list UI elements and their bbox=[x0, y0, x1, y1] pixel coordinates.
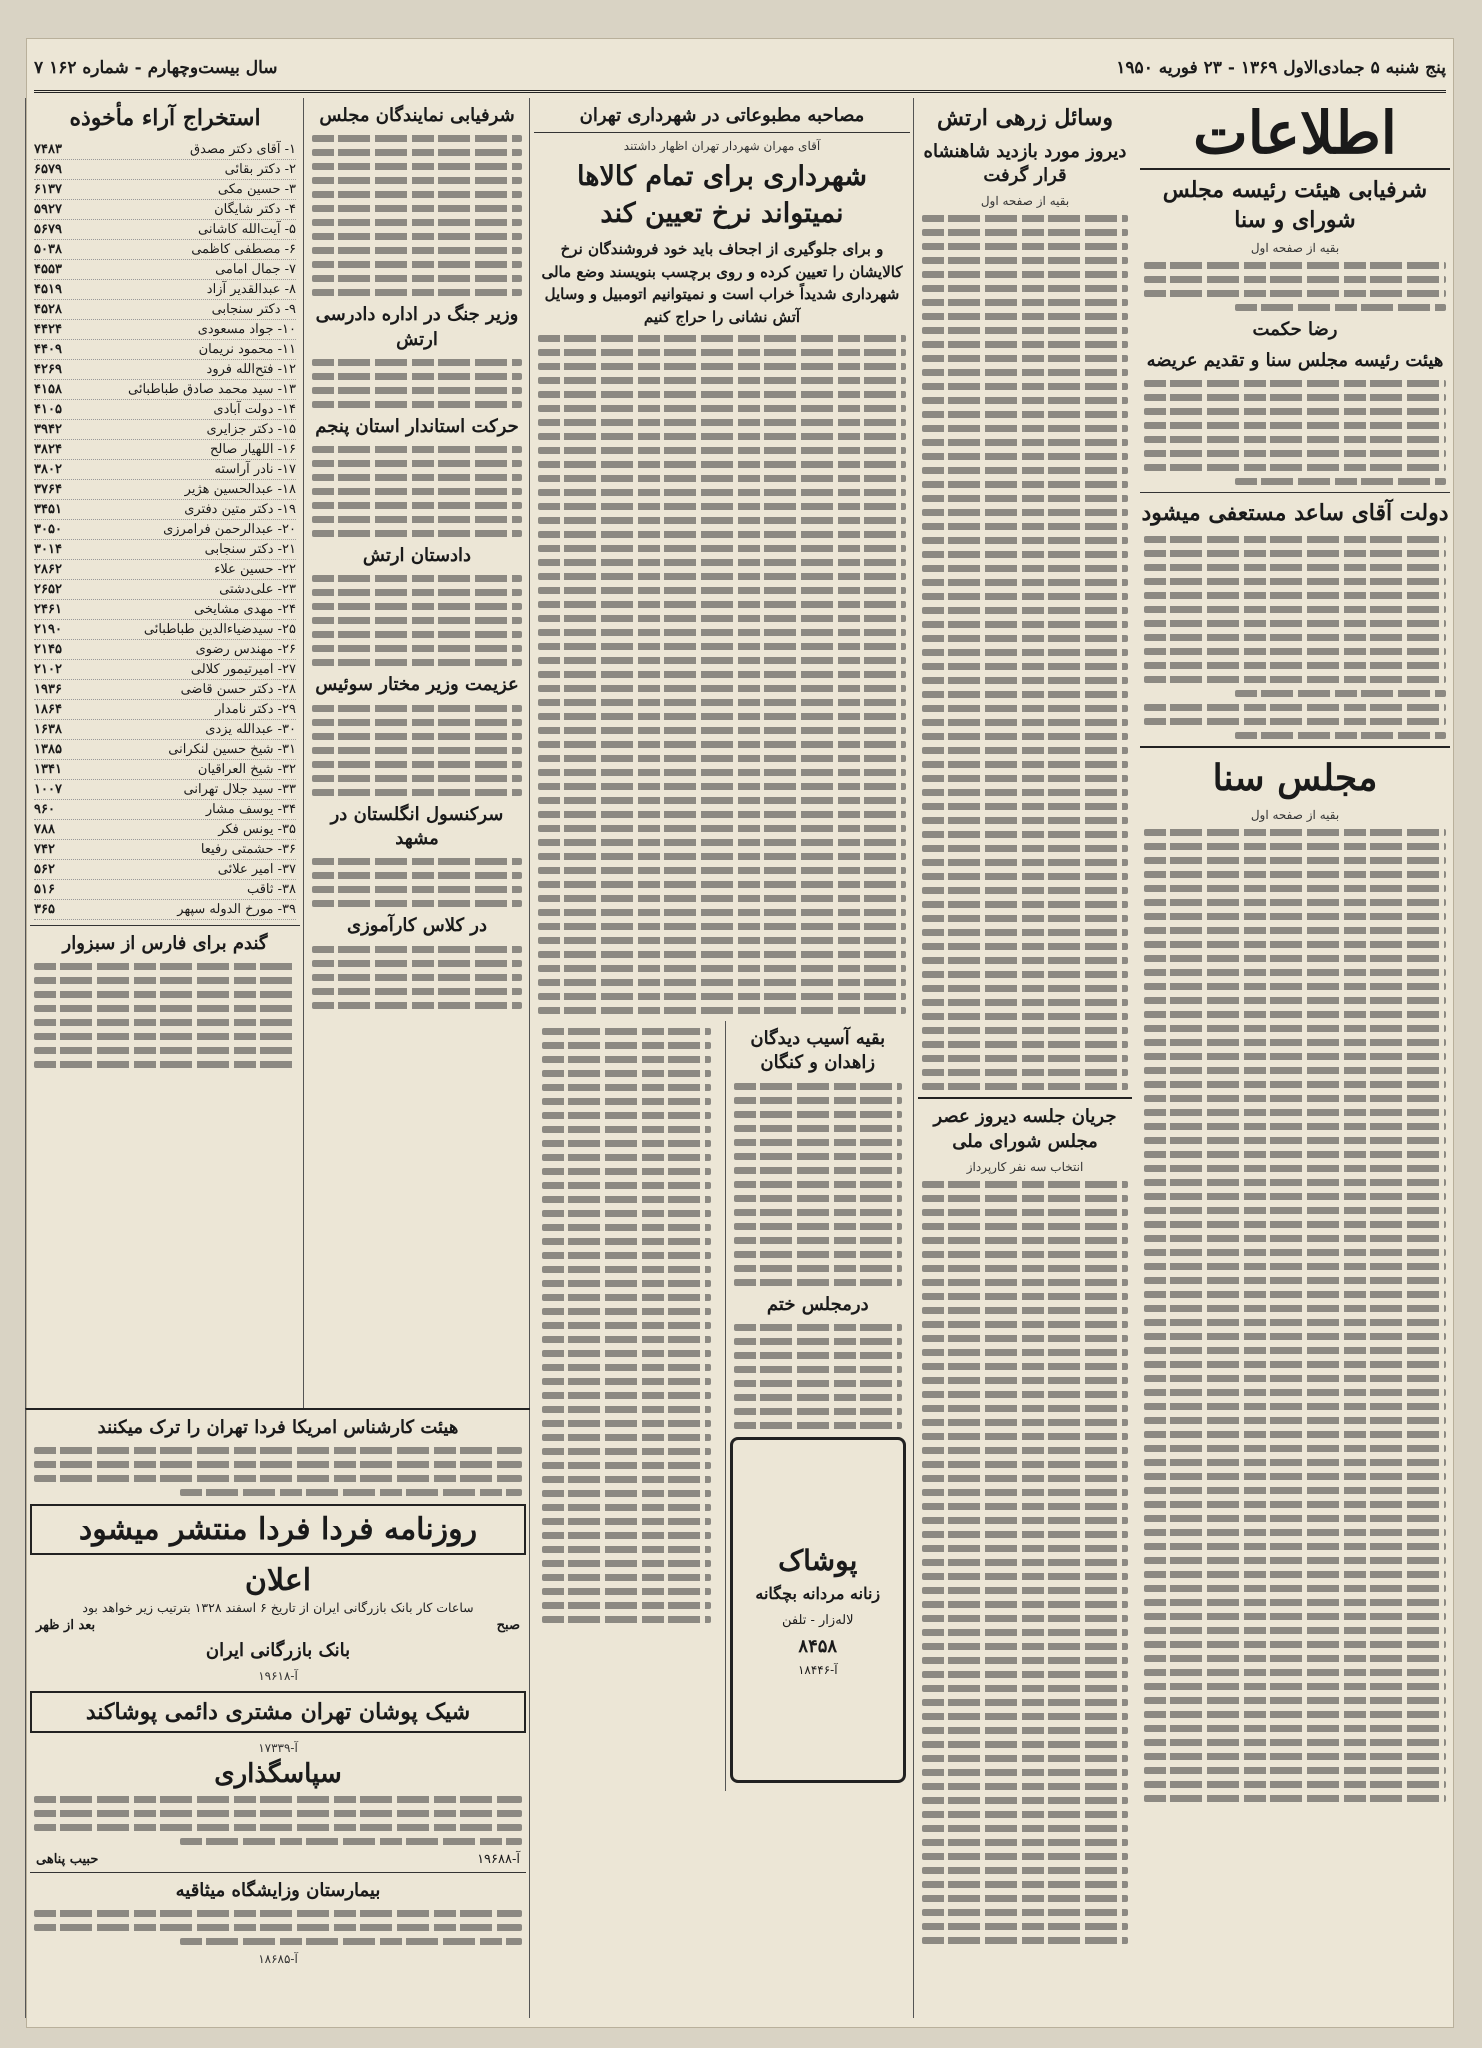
candidate-votes: ۷۴۸۳ bbox=[34, 141, 62, 157]
hospital-code: آ-۱۸۶۸۵ bbox=[258, 1952, 298, 1967]
candidate-votes: ۱۳۴۱ bbox=[34, 761, 62, 777]
result-row bbox=[34, 180, 296, 200]
hospital-title: بیمارستان وزایشگاه میثاقیه bbox=[175, 1879, 381, 1901]
candidate-name: ۲۳- علی‌دشتی bbox=[219, 581, 296, 597]
candidate-votes: ۴۱۵۸ bbox=[34, 381, 62, 397]
candidate-votes: ۳۸۲۴ bbox=[34, 441, 62, 457]
result-row bbox=[34, 760, 296, 780]
candidate-name: ۳۰- عبدالله یزدی bbox=[205, 721, 296, 737]
newspaper-page bbox=[26, 38, 1454, 2028]
section-col1: هیئت رئیسه مجلس سنا و تقدیم عریضه bbox=[1146, 349, 1444, 371]
thanks-title: سپاسگذاری bbox=[214, 1758, 342, 1789]
candidate-votes: ۲۴۶۱ bbox=[34, 601, 62, 617]
candidate-votes: ۳۴۵۱ bbox=[34, 501, 62, 517]
candidate-votes: ۳۹۴۲ bbox=[34, 421, 62, 437]
headline-col3: شهرداری برای تمام کالاها نمیتواند نرخ تعیین کند bbox=[577, 161, 867, 229]
thanks-sign: حبیب پناهی bbox=[36, 1851, 99, 1867]
candidate-votes: ۵۶۷۹ bbox=[34, 221, 62, 237]
result-row bbox=[34, 260, 296, 280]
candidate-name: ۳۹- مورخ الدوله سپهر bbox=[177, 901, 296, 917]
bottom-left-block bbox=[25, 1408, 530, 2018]
candidate-name: ۱۳- سید محمد صادق طباطبائی bbox=[127, 381, 296, 397]
candidate-votes: ۲۱۹۰ bbox=[34, 621, 62, 637]
headline-col1: شرفیابی هیئت رئیسه مجلس شورای و سنا bbox=[1162, 177, 1428, 233]
headline-col5: استخراج آراء مأخوذه bbox=[69, 105, 261, 131]
candidate-votes: ۳۷۶۴ bbox=[34, 481, 62, 497]
coop-title: شیک پوشان تهران مشتری دائمی پوشاکند bbox=[30, 1691, 526, 1733]
candidate-votes: ۷۸۸ bbox=[34, 821, 55, 837]
notice1: هیئت کارشناس امریکا فردا تهران را ترک میکنند bbox=[97, 1417, 459, 1438]
candidate-name: ۱- آقای دکتر مصدق bbox=[190, 141, 296, 157]
result-row bbox=[34, 380, 296, 400]
candidate-name: ۲۱- دکتر سنجابی bbox=[204, 541, 296, 557]
result-row bbox=[34, 300, 296, 320]
candidate-votes: ۶۵۷۹ bbox=[34, 161, 62, 177]
candidate-name: ۷- جمال امامی bbox=[215, 261, 296, 277]
candidate-votes: ۳۰۱۴ bbox=[34, 541, 62, 557]
candidate-votes: ۴۵۲۸ bbox=[34, 301, 62, 317]
candidate-votes: ۲۸۶۲ bbox=[34, 561, 62, 577]
sub6-col4: سرکنسول انگلستان در مشهد bbox=[330, 803, 504, 850]
morning-label: صبح bbox=[496, 1617, 520, 1633]
result-row bbox=[34, 200, 296, 220]
candidate-name: ۲- دکتر بقائی bbox=[224, 161, 296, 177]
sub-col2: دیروز مورد بازدید شاهنشاه قرار گرفت bbox=[923, 140, 1127, 186]
candidate-votes: ۲۱۰۲ bbox=[34, 661, 62, 677]
candidate-votes: ۳۸۰۲ bbox=[34, 461, 62, 477]
sub-col1: بقیه از صفحه اول bbox=[1250, 241, 1340, 256]
candidate-name: ۳۳- سید جلال تهرانی bbox=[183, 781, 296, 797]
result-row bbox=[34, 440, 296, 460]
deck-col3: و برای جلوگیری از اجحاف باید خود فروشندگان نرخ کالایشان را تعیین کرده و روی برچسب بنویسند وضع مالی شهرداری شدیداً خراب است و نمیتوانیم اتومبیل و وسایل آتش نشانی را حراج کنیم bbox=[541, 240, 903, 326]
candidate-votes: ۲۶۵۲ bbox=[34, 581, 62, 597]
candidate-name: ۳۷- امیر علائی bbox=[217, 861, 296, 877]
result-row bbox=[34, 220, 296, 240]
results-list bbox=[26, 140, 304, 920]
headline2-col1: دولت آقای ساعد مستعفی میشود bbox=[1141, 499, 1449, 526]
candidate-name: ۱۲- فتح‌الله فرود bbox=[206, 361, 296, 377]
issue-number: سال بیست‌وچهارم - شماره ۱۶۲ ۷ bbox=[34, 58, 278, 78]
candidate-name: ۱۴- دولت آبادی bbox=[213, 401, 296, 417]
sub5-col4: عزیمت وزیر مختار سوئیس bbox=[315, 674, 519, 696]
candidate-name: ۱۶- اللهیار صالح bbox=[209, 441, 296, 457]
coop-code: آ-۱۷۳۳۹ bbox=[258, 1740, 298, 1755]
ad-brand: پوشاک bbox=[778, 1544, 858, 1578]
ad-code: آ-۱۸۴۴۶ bbox=[797, 1663, 838, 1678]
sub7-col4: در کلاس کارآموزی bbox=[347, 915, 487, 937]
candidate-name: ۲۹- دکتر نامدار bbox=[215, 701, 296, 717]
result-row bbox=[34, 840, 296, 860]
dateline bbox=[34, 46, 1446, 93]
candidate-votes: ۴۲۶۹ bbox=[34, 361, 62, 377]
result-row bbox=[34, 720, 296, 740]
candidate-name: ۱۰- جواد مسعودی bbox=[197, 321, 296, 337]
candidate-votes: ۶۱۳۷ bbox=[34, 181, 62, 197]
sub2-col4: وزیر جنگ در اداره دادرسی ارتش bbox=[315, 304, 519, 350]
result-row bbox=[34, 640, 296, 660]
kicker-sub: آقای مهران شهردار تهران اظهار داشتند bbox=[623, 139, 821, 154]
candidate-votes: ۴۵۱۹ bbox=[34, 281, 62, 297]
masthead: اطلاعات bbox=[1193, 99, 1397, 167]
result-row bbox=[34, 320, 296, 340]
candidate-votes: ۵۹۲۷ bbox=[34, 201, 62, 217]
column-2 bbox=[913, 98, 1136, 2018]
result-row bbox=[34, 400, 296, 420]
candidate-votes: ۴۴۰۹ bbox=[34, 341, 62, 357]
candidate-name: ۳۵- یونس فکر bbox=[218, 821, 296, 837]
result-row bbox=[34, 700, 296, 720]
result-row bbox=[34, 460, 296, 480]
result-row bbox=[34, 620, 296, 640]
candidate-name: ۳۸- ثاقب bbox=[246, 881, 296, 897]
candidate-name: ۵- آیت‌الله کاشانی bbox=[198, 221, 296, 237]
signature: رضا حکمت bbox=[1252, 319, 1338, 341]
candidate-votes: ۴۵۵۳ bbox=[34, 261, 62, 277]
result-row bbox=[34, 140, 296, 160]
candidate-votes: ۱۸۶۴ bbox=[34, 701, 62, 717]
result-row bbox=[34, 880, 296, 900]
result-row bbox=[34, 420, 296, 440]
sub3-col2: انتخاب سه نفر کارپرداز bbox=[966, 1159, 1084, 1174]
candidate-votes: ۹۶۰ bbox=[34, 801, 55, 817]
candidate-votes: ۳۰۵۰ bbox=[34, 521, 62, 537]
candidate-votes: ۵۶۲ bbox=[34, 861, 55, 877]
candidate-name: ۲۸- دکتر حسن قاضی bbox=[180, 681, 296, 697]
result-row bbox=[34, 500, 296, 520]
ad-line: زنانه مردانه بچگانه bbox=[755, 1584, 881, 1604]
headline-col4: شرفیابی نمایندگان مجلس bbox=[319, 105, 515, 126]
box2-title: درمجلس ختم bbox=[766, 1293, 869, 1315]
box-title: بقیه آسیب دیدگان زاهدان و کنگان bbox=[750, 1028, 886, 1074]
result-row bbox=[34, 520, 296, 540]
candidate-name: ۹- دکتر سنجابی bbox=[211, 301, 296, 317]
column-5 bbox=[25, 98, 304, 1408]
candidate-name: ۲۲- حسین علاء bbox=[214, 561, 296, 577]
kicker: مصاحبه مطبوعاتی در شهرداری تهران bbox=[534, 104, 910, 133]
candidate-votes: ۵۱۶ bbox=[34, 881, 55, 897]
bank-hours: ساعات کار بانک بازرگانی ایران از تاریخ ۶ اسفند ۱۳۲۸ بترتیب زیر خواهد بود bbox=[82, 1600, 474, 1616]
candidate-name: ۸- عبدالقدیر آزاد bbox=[206, 281, 296, 297]
candidate-name: ۳۲- شیخ العراقیان bbox=[197, 761, 296, 777]
issue-date: پنج شنبه ۵ جمادی‌الاول ۱۳۶۹ - ۲۳ فوریه ۱۹۵۰ bbox=[1116, 58, 1446, 78]
result-row bbox=[34, 340, 296, 360]
headline2-col2: جریان جلسه دیروز عصر مجلس شورای ملی bbox=[933, 1106, 1117, 1152]
result-row bbox=[34, 800, 296, 820]
candidate-name: ۱۵- دکتر جزایری bbox=[206, 421, 296, 437]
result-row bbox=[34, 480, 296, 500]
headline-col2: وسائل زرهی ارتش bbox=[937, 105, 1113, 131]
result-row bbox=[34, 540, 296, 560]
headline2-col5: گندم برای فارس از سبزوار bbox=[62, 932, 268, 954]
candidate-name: ۶- مصطفی کاظمی bbox=[191, 241, 296, 257]
candidate-votes: ۵۰۳۸ bbox=[34, 241, 62, 257]
candidate-name: ۱۷- نادر آراسته bbox=[214, 461, 296, 477]
headline3-col1: مجلس سنا bbox=[1212, 756, 1378, 799]
sub3-col1: بقیه از صفحه اول bbox=[1250, 808, 1340, 823]
result-row bbox=[34, 560, 296, 580]
result-row bbox=[34, 740, 296, 760]
result-row bbox=[34, 780, 296, 800]
result-row bbox=[34, 280, 296, 300]
candidate-name: ۳۴- یوسف مشار bbox=[205, 801, 296, 817]
sub3-col4: حرکت استاندار استان پنجم bbox=[315, 415, 519, 437]
sub4-col4: دادستان ارتش bbox=[362, 545, 472, 567]
candidate-name: ۲۴- مهدی مشایخی bbox=[194, 601, 296, 617]
result-row bbox=[34, 580, 296, 600]
bank-name: بانک بازرگانی ایران bbox=[205, 1639, 351, 1661]
candidate-votes: ۳۶۵ bbox=[34, 901, 55, 917]
result-row bbox=[34, 160, 296, 180]
result-row bbox=[34, 820, 296, 840]
candidate-name: ۲۷- امیرتیمور کلالی bbox=[190, 661, 296, 677]
result-row bbox=[34, 660, 296, 680]
result-row bbox=[34, 900, 296, 920]
candidate-name: ۳۶- حشمتی رفیعا bbox=[200, 841, 296, 857]
column-1 bbox=[1136, 98, 1454, 2018]
result-row bbox=[34, 860, 296, 880]
candidate-name: ۴- دکتر شایگان bbox=[214, 201, 296, 217]
bank-code: آ-۱۹۶۱۸ bbox=[258, 1668, 298, 1683]
result-row bbox=[34, 600, 296, 620]
candidate-votes: ۱۶۳۸ bbox=[34, 721, 62, 737]
candidate-name: ۱۹- دکتر متین دفتری bbox=[184, 501, 296, 517]
candidate-votes: ۴۱۰۵ bbox=[34, 401, 62, 417]
ad-phone: ۸۴۵۸ bbox=[798, 1636, 838, 1658]
candidate-name: ۲۵- سیدضیاءالدین طباطبائی bbox=[143, 621, 296, 637]
candidate-name: ۲۰- عبدالرحمن فرامرزی bbox=[163, 521, 296, 537]
candidate-votes: ۱۳۸۵ bbox=[34, 741, 62, 757]
candidate-name: ۳۱- شیخ حسین لنکرانی bbox=[168, 741, 296, 757]
bank-title: اعلان bbox=[244, 1563, 312, 1599]
candidate-votes: ۷۴۲ bbox=[34, 841, 55, 857]
sub2-col2: بقیه از صفحه اول bbox=[980, 194, 1070, 209]
result-row bbox=[34, 680, 296, 700]
column-4 bbox=[303, 98, 530, 1408]
thanks-code: آ-۱۹۶۸۸ bbox=[477, 1851, 520, 1867]
candidate-votes: ۱۹۳۶ bbox=[34, 681, 62, 697]
candidate-name: ۱۸- عبدالحسین هژیر bbox=[184, 481, 296, 497]
afternoon-label: بعد از ظهر bbox=[36, 1617, 96, 1633]
candidate-votes: ۲۱۴۵ bbox=[34, 641, 62, 657]
bank-schedule bbox=[26, 1618, 530, 1633]
candidate-name: ۱۱- محمود نریمان bbox=[198, 341, 296, 357]
candidate-name: ۲۶- مهندس رضوی bbox=[195, 641, 296, 657]
candidate-name: ۳- حسین مکی bbox=[217, 181, 296, 197]
result-row bbox=[34, 240, 296, 260]
column-3 bbox=[529, 98, 914, 2018]
candidate-votes: ۴۴۲۴ bbox=[34, 321, 62, 337]
ad-footer: لاله‌زار - تلفن bbox=[781, 1613, 854, 1629]
clothing-ad bbox=[730, 1437, 906, 1783]
result-row bbox=[34, 360, 296, 380]
candidate-votes: ۱۰۰۷ bbox=[34, 781, 62, 797]
notice2: روزنامه فردا فردا منتشر میشود bbox=[30, 1504, 526, 1555]
